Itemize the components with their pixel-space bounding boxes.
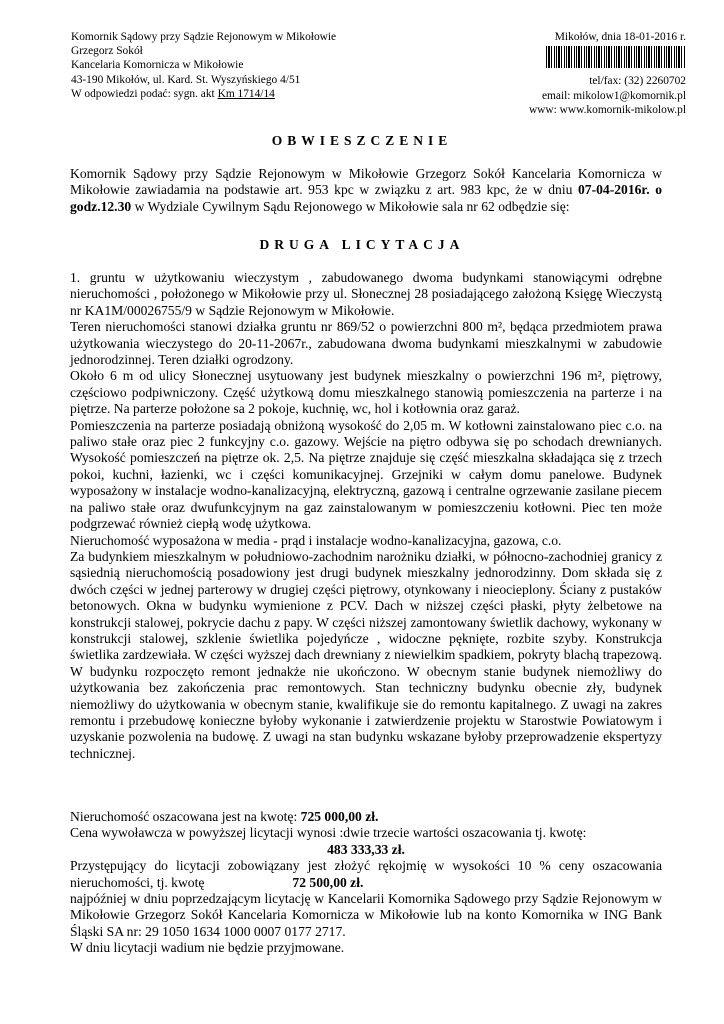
deposit-note: W dniu licytacji wadium nie będzie przyjmowane. <box>70 940 345 956</box>
contact-block <box>529 30 686 117</box>
auction-title: DRUGA LICYTACJA <box>259 237 465 252</box>
reply-prefix: W odpowiedzi podać: sygn. akt <box>71 87 215 100</box>
paragraph: Około 6 m od ulicy Słonecznej usytuowany jest budynek mieszkalny o powierzchni 196 m², piętrowy, częściowo podpiwniczony. Część użytkową domu mieszkalnego stanowią pomieszczenia na parterze i na piętrze. Na parterze położone sa 2 pokoje, kuchnię, wc, hol i kotłownia oraz garaż. <box>70 368 662 417</box>
website: www: www.komornik-mikolow.pl <box>528 103 686 116</box>
deposit-payment-text: najpóźniej w dniu poprzedzającym licytację w Kancelarii Komornika Sądowego przy Sądzie Rejonowym w Mikołowie Grzegorz Sokół Kancelaria Komornicza w Mikołowie lub na konto Komornika w ING Bank Śląski SA nr: 29 1050 1634 1000 0007 0177 2717. <box>70 891 662 939</box>
sender-line-2: Grzegorz Sokół <box>71 45 143 58</box>
auction-time: o godz.12.30 <box>70 182 662 214</box>
intro-text-2: w Wydziale Cywilnym Sądu Rejonowego w Mikołowie sala nr 62 odbędzie się: <box>131 198 570 214</box>
document-title: OBWIESZCZENIE <box>271 133 453 148</box>
price-section <box>70 809 662 957</box>
paragraph: Za budynkiem mieszkalnym w południowo-zachodnim narożniku działki, w północno-zachodniej granicy z sąsiednią nieruchomością posadowiony jest drugi budynek mieszkalny jednorodzinny. Dom składa się z dwóch części w jednej parterowy w drugiej części piętrowy, otynkowany i nieocieplony. Ściany z pustaków betonowych. Okna w budynku wymienione z PCV. Dach w niższej części płaski, płyty żelbetowe na konstrukcji stalowej, pokrycie dachu z papy. W części niższej zamontowany świetlik dachowy, wykonany w konstrukcji stalowej, szklenie świetlika pojedyńcze , widoczne pęknięte, rozbite szyby. Konstrukcja świetlika zardzewiała. W części wyższej dach drewniany z niewielkim spadkiem, pokryty blachą trapezową. W budynku rozpoczęto remont jednakże nie ukończono. W obecnym stanie budynek niemożliwy do użytkowania bez zakończenia prac remontowych. Stan techniczny budynku obecnie zły, budynek niemożliwy do użytkowania w obecnym stanie, kwalifikuje sie do remontu kapitalnego. Z uwagi na zakres remontu i przebudowę konieczne byłoby wykonanie i zatwierdzenie projektu w Starostwie Powiatowym i uzyskanie pozwolenia na budowę. Z uwagi na stan budynku wskazane byłoby przeprowadzenie ekspertyzy technicznej. <box>70 548 662 761</box>
paragraph: Pomieszczenia na parterze posiadają obniżoną wysokość do 2,05 m. W kotłowni zainstalowano piec c.o. na paliwo stałe oraz piec 2 funkcyjny c.o. gazowy. Wejście na piętro odbywa się po schodach drewnianych. Wysokość pomieszczeń na piętrze ok. 2,5. Na piętrze znajduje się część mieszkalna składająca się z trzech pokoi, kuchni, łazienki, wc i części komunikacyjnej. Grzejniki w całym domu panelowe. Budynek wyposażony w instalacje wodno-kanalizacyjną, elektryczną, gazową i centralne ogrzewanie zasilane piecem na paliwo stałe oraz dwufunkcyjnym na gaz zainstalowanym w pomieszczeniu kotłowni. Piec ten może podgrzewać również ciepłą wodę użytkowa. <box>70 417 662 532</box>
tel-fax: tel/fax: (32) 2260702 <box>589 75 686 88</box>
reply-reference <box>71 87 336 101</box>
starting-price-label: Cena wywoławcza w powyższej licytacji wynosi :dwie trzecie wartości oszacowania tj. kwotę: <box>70 825 587 841</box>
deposit-amount: 72 500,00 zł. <box>292 874 364 890</box>
property-description <box>70 270 662 762</box>
intro-text-1: Komornik Sądowy przy Sądzie Rejonowym w Mikołowie Grzegorz Sokół Kancelaria Komornicza w Mikołowie zawiadamia na podstawie art. 953 kpc w związku z art. 983 kpc, że w dniu <box>70 166 662 198</box>
sender-line-1: Komornik Sądowy przy Sądzie Rejonowym w Mikołowie <box>71 31 337 43</box>
intro-paragraph <box>70 166 662 215</box>
email: email: mikolow1@komornik.pl <box>541 89 686 102</box>
paragraph: Teren nieruchomości stanowi działka gruntu nr 869/52 o powierzchni 800 m², będąca przedmiotem prawa użytkowania wieczystego do 20-11-2067r., zabudowana dwoma budynkami mieszkalnymi w zabudowie jednorodzinnej. Teren działki ogrodzony. <box>70 319 662 368</box>
paragraph: Nieruchomość wyposażona w media - prąd i instalacje wodno-kanalizacyjna, gazowa, c.o. <box>70 532 562 548</box>
starting-price-amount: 483 333,33 zł. <box>327 841 405 857</box>
barcode <box>546 46 686 68</box>
valuation-label: Nieruchomość oszacowana jest na kwotę: <box>70 809 301 824</box>
place-date: Mikołów, dnia 18-01-2016 r. <box>554 31 686 43</box>
case-number: Km 1714/14 <box>217 87 275 100</box>
sender-line-3: Kancelaria Komornicza w Mikołowie <box>71 59 244 72</box>
deposit-text: Przystępujący do licytacji zobowiązany jest złożyć rękojmię w wysokości 10 % ceny oszacowania nieruchomości, tj. kwotę <box>70 858 662 890</box>
valuation-amount: 725 000,00 zł. <box>300 809 379 824</box>
valuation-line <box>70 809 662 825</box>
sender-block <box>71 30 336 101</box>
paragraph: 1. gruntu w użytkowaniu wieczystym , zabudowanego dwoma budynkami stanowiącymi odrębne nieruchomości , położonego w Mikołowie przy ul. Słonecznej 28 posiadającego założoną Księgę Wieczystą nr KA1M/00026755/9 w Sądzie Rejonowym w Mikołowie. <box>70 270 662 318</box>
deposit-line <box>70 858 662 891</box>
auction-date: 07-04-2016r. <box>577 182 650 198</box>
sender-line-4: 43-190 Mikołów, ul. Kard. St. Wyszyńskiego 4/51 <box>71 73 301 86</box>
